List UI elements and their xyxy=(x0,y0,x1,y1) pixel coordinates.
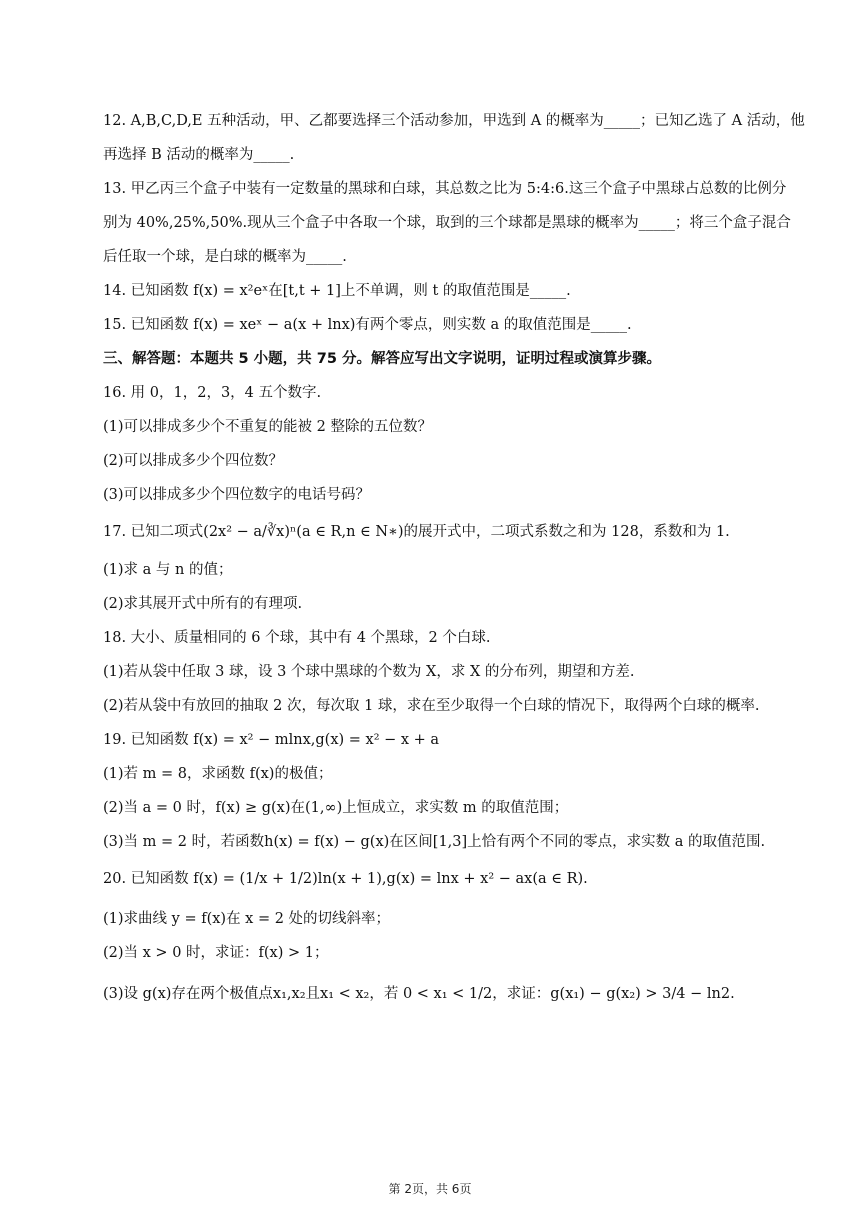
q12-line2: 再选择 B 活动的概率为_____. xyxy=(103,147,295,163)
q19-stem: 19. 已知函数 f(x) = x² − mlnx,g(x) = x² − x + a xyxy=(103,732,440,748)
q20-stem: 20. 已知函数 f(x) = (1/x + 1/2)ln(x + 1),g(x) = lnx + x² − ax(a ∈ R). xyxy=(103,871,588,887)
q15-line: 15. 已知函数 f(x) = xeˣ − a(x + lnx)有两个零点，则实数 a 的取值范围是_____. xyxy=(103,317,632,333)
q13-line3: 后任取一个球，是白球的概率为_____. xyxy=(103,249,347,265)
q16-part2: (2)可以排成多少个四位数？ xyxy=(103,453,284,469)
q20-part3: (3)设 g(x)存在两个极值点x₁,x₂且x₁ < x₂，若 0 < x₁ < 1/2，求证：g(x₁) − g(x₂) > 3/4 − ln2. xyxy=(103,986,735,1002)
q16-part3: (3)可以排成多少个四位数字的电话号码？ xyxy=(103,487,371,503)
q20-part2: (2)当 x > 0 时，求证：f(x) > 1； xyxy=(103,945,329,961)
page-footer: 第 2页，共 6页 xyxy=(388,1182,472,1196)
q18-part2: (2)若从袋中有放回的抽取 2 次，每次取 1 球，求在至少取得一个白球的情况下，取得两个白球的概率. xyxy=(103,698,760,714)
q20-part1: (1)求曲线 y = f(x)在 x = 2 处的切线斜率； xyxy=(103,911,391,927)
q17-part1: (1)求 a 与 n 的值； xyxy=(103,562,233,578)
q17-part2: (2)求其展开式中所有的有理项. xyxy=(103,596,303,612)
q19-part3: (3)当 m = 2 时，若函数h(x) = f(x) − g(x)在区间[1,3]上恰有两个不同的零点，求实数 a 的取值范围. xyxy=(103,834,766,850)
q12-line1: 12. A,B,C,D,E 五种活动，甲、乙都要选择三个活动参加，甲选到 A 的概率为_____；已知乙选了 A 活动，他 xyxy=(103,113,805,129)
section-heading: 三、解答题：本题共 5 小题，共 75 分。解答应写出文字说明，证明过程或演算步骤。 xyxy=(103,351,661,367)
q14-line: 14. 已知函数 f(x) = x²eˣ在[t,t + 1]上不单调，则 t 的取值范围是_____. xyxy=(103,283,571,299)
q13-line1: 13. 甲乙丙三个盒子中装有一定数量的黑球和白球，其总数之比为 5:4:6.这三个盒子中黑球占总数的比例分 xyxy=(103,181,787,197)
q18-part1: (1)若从袋中任取 3 球，设 3 个球中黑球的个数为 X，求 X 的分布列，期望和方差. xyxy=(103,664,635,680)
q16-part1: (1)可以排成多少个不重复的能被 2 整除的五位数？ xyxy=(103,419,432,435)
q16-stem: 16. 用 0，1，2，3，4 五个数字. xyxy=(103,385,322,401)
q18-stem: 18. 大小、质量相同的 6 个球，其中有 4 个黑球，2 个白球. xyxy=(103,630,491,646)
q17-stem: 17. 已知二项式(2x² − a/∛x)ⁿ(a ∈ R,n ∈ N∗)的展开式中，二项式系数之和为 128，系数和为 1. xyxy=(103,524,730,540)
q19-part1: (1)若 m = 8，求函数 f(x)的极值； xyxy=(103,766,333,782)
q13-line2: 别为 40%,25%,50%.现从三个盒子中各取一个球，取到的三个球都是黑球的概率为_____；将三个盒子混合 xyxy=(103,215,791,231)
q19-part2: (2)当 a = 0 时，f(x) ≥ g(x)在(1,∞)上恒成立，求实数 m 的取值范围； xyxy=(103,800,569,816)
